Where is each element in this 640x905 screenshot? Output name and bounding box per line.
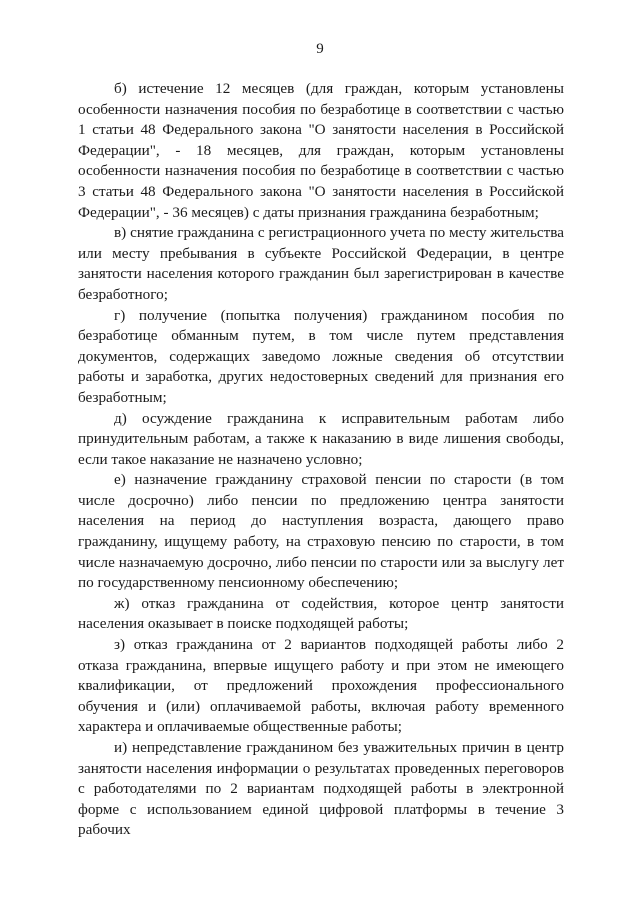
paragraph-v: в) снятие гражданина с регистрационного учета по месту жительства или месту пребывания в субъекте Российской Федерации, в центре занятости населения которого гражданин был зарегистрирован в качестве безработного; — [78, 224, 564, 303]
paragraph-e: е) назначение гражданину страховой пенсии по старости (в том числе досрочно) либо пенсии по предложению центра занятости населения на период до наступления возраста, дающего право гражданину, ищущему работу, на страховую пенсию по старости, в том числе назначаемую досрочно, либо пенсии по старости или за выслугу лет по государственному пенсионному обеспечению; — [78, 471, 564, 592]
document-body — [78, 79, 564, 841]
paragraph-b: б) истечение 12 месяцев (для граждан, которым установлены особенности назначения пособия по безработице в соответствии с частью 1 статьи 48 Федерального закона "О занятости населения в Российской Федерации", - 18 месяцев, для граждан, которым установлены особенности назначения пособия по безработице в соответствии с частью 3 статьи 48 Федерального закона "О занятости населения в Российской Федерации", - 36 месяцев) с даты признания гражданина безработным; — [78, 80, 564, 221]
paragraph-d: д) осуждение гражданина к исправительным работам либо принудительным работам, а также к наказанию в виде лишения свободы, если такое наказание не назначено условно; — [78, 409, 564, 468]
page-number: 9 — [316, 41, 324, 57]
paragraph-i: и) непредставление гражданином без уважительных причин в центр занятости населения информации о результатах проведенных переговоров с работодателями по 2 вариантам подходящей работы в электронной форме с использованием единой цифровой платформы в течение 3 рабочих — [78, 739, 564, 839]
paragraph-zh: ж) отказ гражданина от содействия, которое центр занятости населения оказывает в поиске подходящей работы; — [78, 594, 564, 633]
paragraph-z: з) отказ гражданина от 2 вариантов подходящей работы либо 2 отказа гражданина, впервые ищущего работу и при этом не имеющего квалификации, от предложений прохождения профессионального обучения и (или) оплачиваемой работы, включая работу временного характера и оплачиваемые общественные работы; — [78, 636, 564, 736]
paragraph-g: г) получение (попытка получения) гражданином пособия по безработице обманным путем, в том числе путем представления документов, содержащих заведомо ложные сведения об отсутствии работы и заработка, других недостоверных сведений для признания его безработным; — [78, 306, 564, 406]
